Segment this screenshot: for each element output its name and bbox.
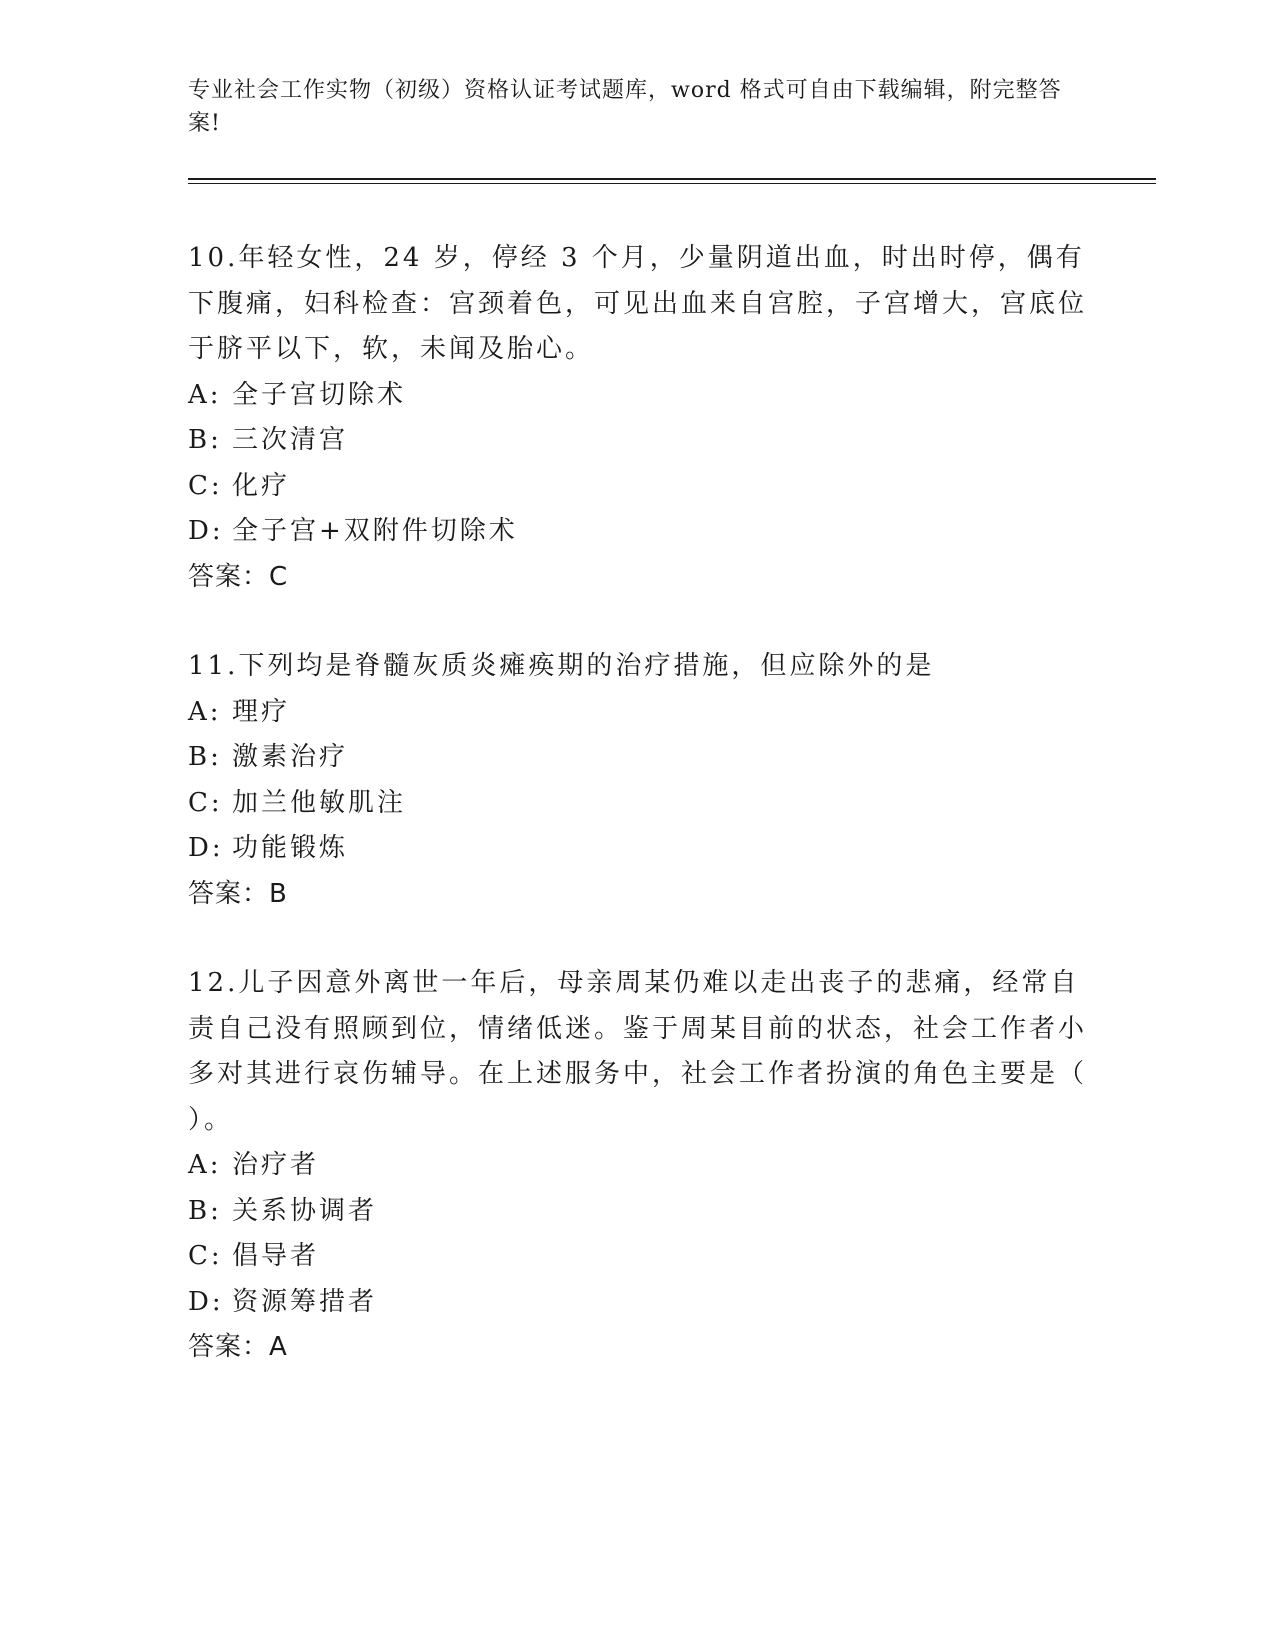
option-label: A: — [188, 696, 222, 727]
option-d — [188, 509, 1088, 555]
option-text: 加兰他敏肌注 — [232, 787, 407, 818]
option-b — [188, 1189, 1088, 1235]
answer-line: 答案：A — [188, 1332, 288, 1362]
option-label: C: — [188, 470, 223, 501]
header-divider-thick — [188, 178, 1156, 180]
option-label: A: — [188, 1150, 222, 1180]
option-a — [188, 1143, 1088, 1189]
answer-line: 答案：C — [188, 561, 289, 592]
option-text: 全子宫切除术 — [232, 379, 407, 410]
option-c — [188, 781, 1088, 827]
question-10 — [188, 236, 1088, 600]
option-text: 化疗 — [232, 470, 291, 501]
option-text: 激素治疗 — [232, 742, 349, 772]
option-label: D: — [188, 1286, 224, 1317]
option-label: D: — [188, 833, 224, 863]
question-stem: 12.儿子因意外离世一年后，母亲周某仍难以走出丧子的悲痛，经常自责自己没有照顾到位，情绪低迷。鉴于周某目前的状态，社会工作者小多对其进行哀伤辅导。在上述服务中，社会工作者扮演的角色主要是（ ）。 — [188, 968, 1088, 1135]
option-c — [188, 464, 1088, 510]
option-text: 全子宫+双附件切除术 — [232, 516, 518, 546]
document-header: 专业社会工作实物（初级）资格认证考试题库，word 格式可自由下载编辑，附完整答案! — [188, 78, 1062, 136]
option-a — [188, 373, 1088, 419]
option-text: 资源筹措者 — [232, 1286, 378, 1317]
option-text: 三次清宫 — [232, 425, 349, 455]
option-text: 治疗者 — [232, 1150, 320, 1180]
option-text: 关系协调者 — [232, 1195, 378, 1226]
option-text: 功能锻炼 — [232, 833, 349, 863]
option-text: 理疗 — [232, 696, 291, 727]
option-b — [188, 418, 1088, 464]
question-stem: 10.年轻女性，24 岁，停经 3 个月，少量阴道出血，时出时停，偶有下腹痛，妇科检查：宫颈着色，可见出血来自宫腔，子宫增大，宫底位于脐平以下，软，未闻及胎心。 — [188, 243, 1088, 364]
option-b — [188, 735, 1088, 781]
question-11 — [188, 644, 1088, 917]
header-divider-thin — [188, 183, 1156, 184]
option-d — [188, 826, 1088, 872]
option-text: 倡导者 — [232, 1241, 320, 1271]
answer-line: 答案：B — [188, 878, 288, 909]
question-stem: 11.下列均是脊髓灰质炎瘫痪期的治疗措施，但应除外的是 — [188, 651, 935, 681]
option-label: C: — [188, 787, 223, 818]
option-label: D: — [188, 516, 224, 546]
option-d — [188, 1280, 1088, 1326]
option-label: C: — [188, 1241, 223, 1271]
option-label: B: — [188, 742, 222, 772]
option-c — [188, 1234, 1088, 1280]
question-12 — [188, 961, 1088, 1371]
option-label: A: — [188, 379, 222, 410]
option-label: B: — [188, 1195, 222, 1226]
question-list — [188, 236, 1088, 1415]
option-label: B: — [188, 425, 222, 455]
option-a — [188, 690, 1088, 736]
